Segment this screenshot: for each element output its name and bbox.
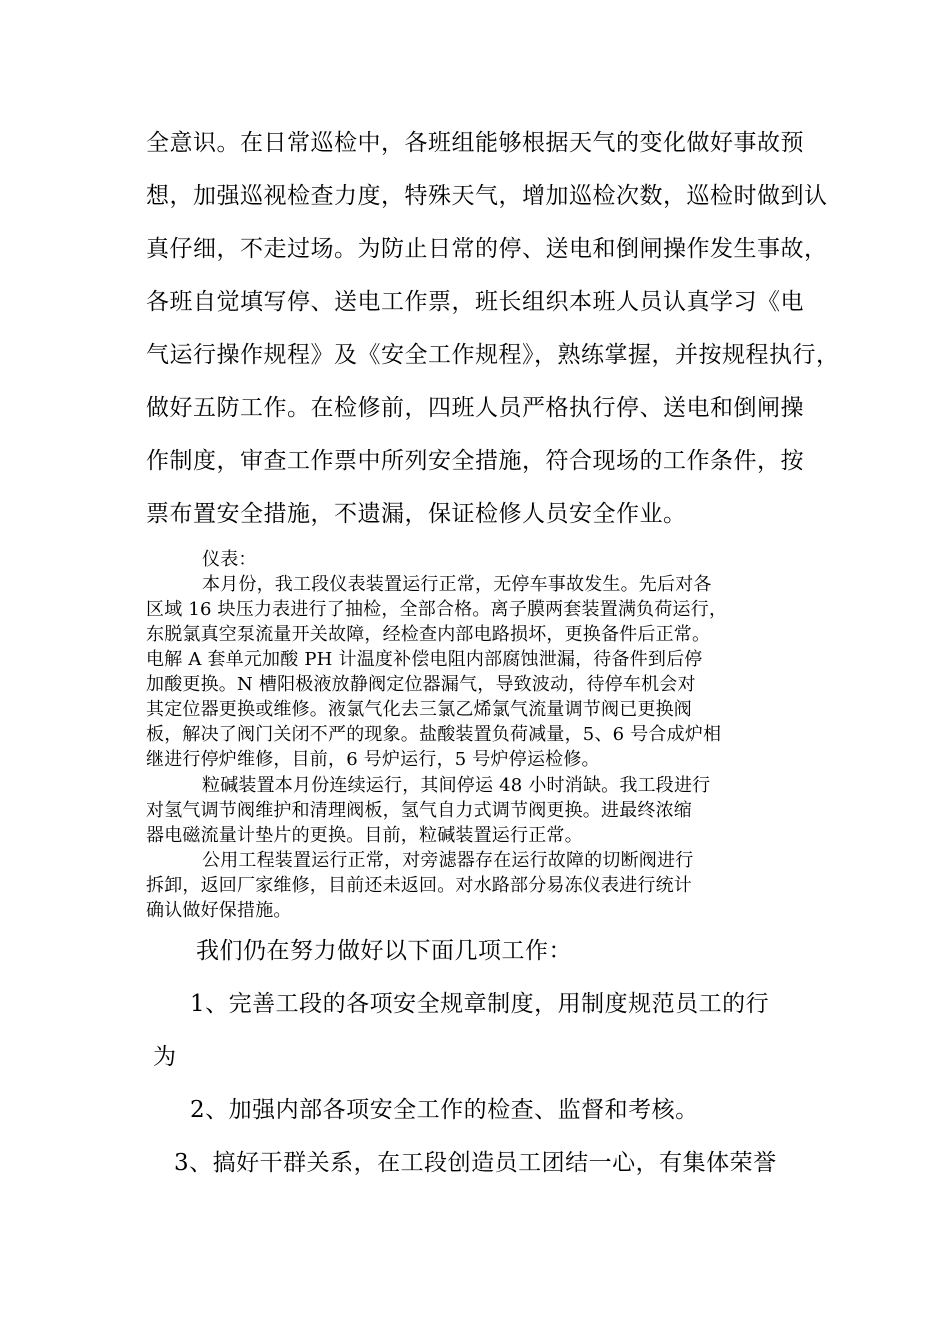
paragraph-line: 公用工程装置运行正常，对旁滤器存在运行故障的切断阀进行 — [202, 850, 694, 871]
paragraph-line: 真仔细，不走过场。为防止日常的停、送电和倒闸操作发生事故， — [146, 236, 828, 262]
paragraph-line: 电解 A 套单元加酸 PH 计温度补偿电阻内部腐蚀泄漏，待备件到后停 — [146, 649, 703, 670]
work-item: 3、搞好干群关系，在工段创造员工团结一心，有集体荣誉 — [174, 1150, 777, 1176]
paragraph-line: 东脱氯真空泵流量开关故障，经检查内部电路损坏，更换备件后正常。 — [146, 624, 711, 645]
paragraph-line: 做好五防工作。在检修前，四班人员严格执行停、送电和倒闸操 — [146, 395, 804, 421]
paragraph-line: 对氢气调节阀维护和清理阀板，氢气自力式调节阀更换。进最终浓缩 — [146, 800, 692, 821]
paragraph-line: 票布置安全措施，不遗漏，保证检修人员安全作业。 — [146, 501, 687, 527]
work-item-continuation: 为 — [153, 1044, 177, 1070]
paragraph-line: 全意识。在日常巡检中，各班组能够根据天气的变化做好事故预 — [146, 130, 804, 156]
paragraph-line: 加酸更换。N 槽阳极液放静阀定位器漏气，导致波动，待停车机会对 — [146, 674, 696, 695]
paragraph-line: 气运行操作规程》及《安全工作规程》，熟练掌握，并按规程执行， — [146, 342, 840, 368]
paragraph-line: 板，解决了阀门关闭不严的现象。盐酸装置负荷减量，5、6 号合成炉相 — [146, 724, 722, 745]
work-items-intro: 我们仍在努力做好以下面几项工作： — [196, 938, 572, 964]
paragraph-line: 确认做好保措施。 — [146, 900, 292, 921]
paragraph-line: 继进行停炉维修，目前，6 号炉运行，5 号炉停运检修。 — [146, 749, 600, 770]
work-item: 2、加强内部各项安全工作的检查、监督和考核。 — [190, 1097, 699, 1123]
paragraph-line: 各班自觉填写停、送电工作票，班长组织本班人员认真学习《电 — [146, 289, 804, 315]
section-heading: 仪表： — [202, 549, 257, 570]
paragraph-line: 粒碱装置本月份连续运行，其间停运 48 小时消缺。我工段进行 — [202, 775, 711, 796]
paragraph-line: 拆卸，返回厂家维修，目前还未返回。对水路部分易冻仪表进行统计 — [146, 875, 692, 896]
paragraph-line: 想，加强巡视检查力度，特殊天气，增加巡检次数，巡检时做到认 — [146, 183, 828, 209]
paragraph-line: 区域 16 块压力表进行了抽检，全部合格。离子膜两套装置满负荷运行， — [146, 599, 728, 620]
work-item: 1、完善工段的各项安全规章制度，用制度规范员工的行 — [190, 991, 770, 1017]
paragraph-line: 作制度，审查工作票中所列安全措施，符合现场的工作条件，按 — [146, 448, 804, 474]
paragraph-line: 器电磁流量计垫片的更换。目前，粒碱装置运行正常。 — [146, 825, 583, 846]
paragraph-line: 其定位器更换或维修。液氯气化去三氯乙烯氯气流量调节阀已更换阀 — [146, 699, 692, 720]
paragraph-line: 本月份，我工段仪表装置运行正常，无停车事故发生。先后对各 — [202, 574, 712, 595]
